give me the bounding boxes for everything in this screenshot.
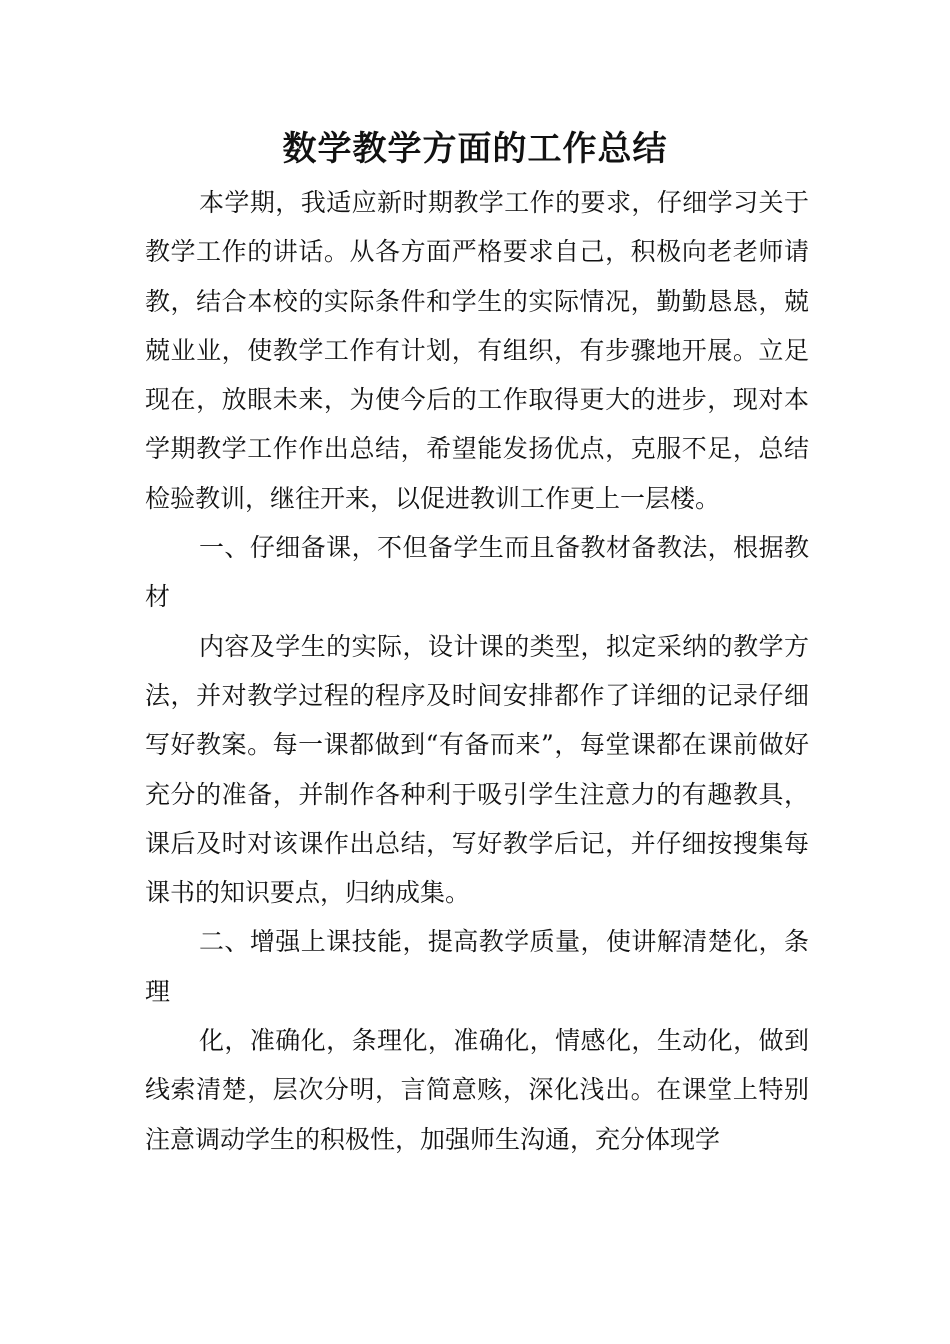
document-title: 数学教学方面的工作总结 bbox=[282, 129, 668, 169]
paragraph-intro: 本学期，我适应新时期教学工作的要求，仔细学习关于教学工作的讲话。从各方面严格要求自己，积极向老老师请教，结合本校的实际条件和学生的实际情况，勤勤恳恳，兢兢业业，使教学工作有计划，有组织，有步骤地开展。立足现在，放眼未来，为使今后的工作取得更大的进步，现对本学期教学工作作出总结，希望能发扬优点，克服不足，总结检验教训，继往开来，以促进教训工作更上一层楼。 bbox=[145, 188, 809, 513]
paragraph-section-2-body: 化，准确化，条理化，准确化，情感化，生动化，做到线索清楚，层次分明，言简意赅，深化浅出。在课堂上特别注意调动学生的积极性，加强师生沟通，充分体现学 bbox=[145, 1026, 809, 1154]
paragraph-section-2-heading: 二、增强上课技能，提高教学质量，使讲解清楚化，条理 bbox=[145, 927, 809, 1006]
paragraph-section-1-heading: 一、仔细备课，不但备学生而且备教材备教法，根据教材 bbox=[145, 533, 809, 612]
paragraph-section-1-body: 内容及学生的实际，设计课的类型，拟定采纳的教学方法，并对教学过程的程序及时间安排都作了详细的记录仔细写好教案。每一课都做到“有备而来”，每堂课都在课前做好充分的准备，并制作各种利于吸引学生注意力的有趣教具，课后及时对该课作出总结，写好教学后记，并仔细按搜集每课书的知识要点，归纳成集。 bbox=[145, 631, 809, 908]
document-body bbox=[145, 178, 809, 1164]
